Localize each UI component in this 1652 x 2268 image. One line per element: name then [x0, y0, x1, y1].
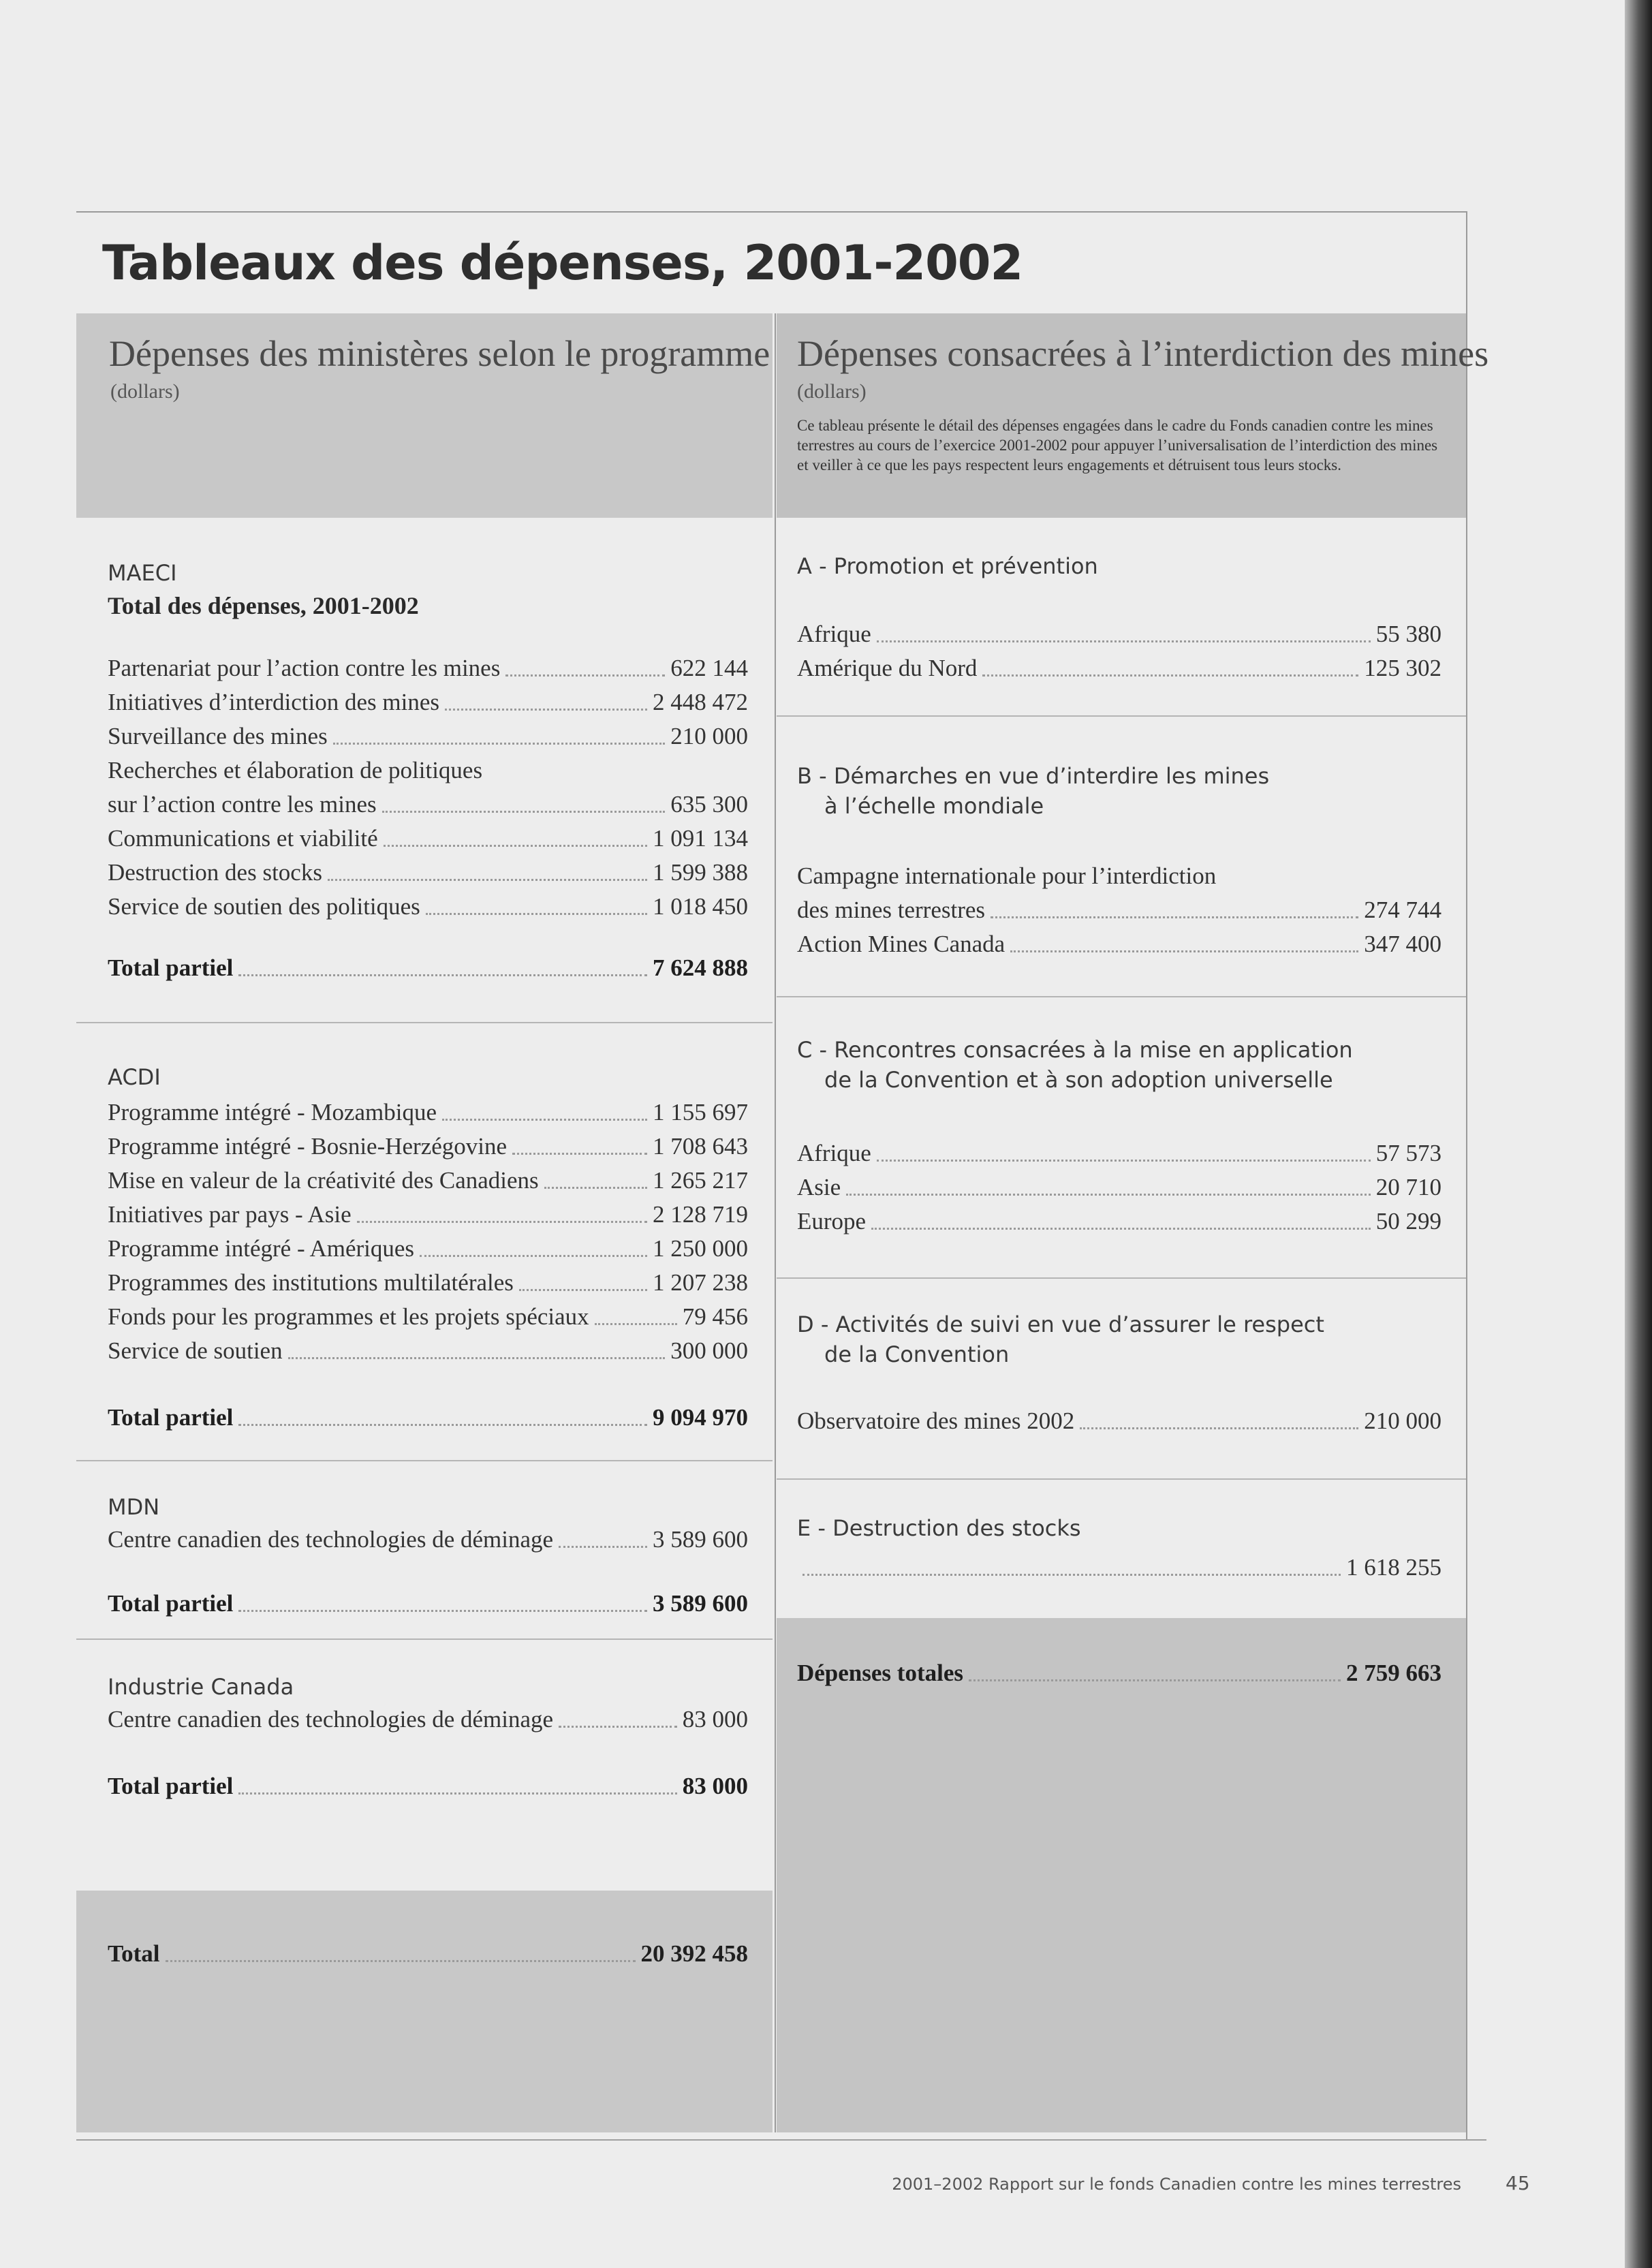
row-label: Centre canadien des technologies de déminage: [108, 1706, 554, 1733]
section-title-line2: de la Convention: [824, 1341, 1010, 1367]
row-value: 210 000: [670, 723, 748, 749]
table-row: [108, 1337, 748, 1369]
frame-top-rule: [76, 211, 1466, 213]
row-label: Communications et viabilité: [108, 825, 378, 852]
table-row: [108, 824, 748, 857]
left-header-title: Dépenses des ministères selon le programme: [109, 333, 770, 374]
row-label: Observatoire des mines 2002: [797, 1408, 1075, 1434]
row-label: Amérique du Nord: [797, 655, 978, 681]
row-value: 55 380: [1375, 621, 1441, 647]
row-value: 20 710: [1375, 1174, 1441, 1200]
row-value: 57 573: [1375, 1140, 1441, 1166]
section-title: Industrie Canada: [108, 1674, 294, 1700]
row-value: 1 618 255: [1346, 1554, 1441, 1581]
row-label: Programme intégré - Bosnie-Herzégovine: [108, 1133, 508, 1160]
row-label: des mines terrestres: [797, 897, 986, 923]
total-label: Dépenses totales: [797, 1660, 963, 1686]
section-title-line1: C - Rencontres consacrées à la mise en application: [797, 1037, 1353, 1063]
row-value: 125 302: [1364, 655, 1441, 681]
row-label: Afrique: [797, 621, 871, 647]
row-value: 1 265 217: [653, 1167, 748, 1194]
row-value: 1 599 388: [653, 859, 748, 886]
section-subtitle: Total des dépenses, 2001-2002: [108, 592, 419, 619]
table-row: [108, 1234, 748, 1267]
table-row: [108, 654, 748, 687]
subtotal-row: [108, 954, 748, 987]
table-row: [108, 756, 748, 789]
section-title-line2: à l’échelle mondiale: [824, 793, 1044, 819]
row-label: Programme intégré - Mozambique: [108, 1099, 437, 1125]
subtotal-label: Total partiel: [108, 1590, 234, 1617]
table-row: [108, 1098, 748, 1131]
table-row: [108, 1132, 748, 1165]
table-row: [797, 1173, 1441, 1206]
footer-rule: [76, 2139, 1486, 2141]
section-divider: [76, 1460, 773, 1461]
row-label: Initiatives d’interdiction des mines: [108, 689, 439, 715]
total-row: [108, 1940, 748, 1972]
row-value: 274 744: [1364, 897, 1441, 923]
table-row: [108, 1303, 748, 1335]
table-row: [108, 1200, 748, 1233]
section-title: MDN: [108, 1494, 160, 1520]
section-title: E - Destruction des stocks: [797, 1515, 1081, 1541]
subtotal-label: Total partiel: [108, 1404, 234, 1431]
row-label: Partenariat pour l’action contre les mines: [108, 655, 501, 681]
row-value: 2 128 719: [653, 1201, 748, 1228]
frame-right-rule: [1466, 211, 1467, 2139]
row-label: Recherches et élaboration de politiques: [108, 757, 483, 783]
row-value: 1 708 643: [653, 1133, 748, 1160]
total-label: Total: [108, 1940, 160, 1967]
section-title-line1: B - Démarches en vue d’interdire les mines: [797, 763, 1270, 789]
row-label: Afrique: [797, 1140, 871, 1166]
table-row: [797, 930, 1441, 963]
right-column-header: [777, 313, 1489, 518]
row-value: 1 250 000: [653, 1235, 748, 1262]
row-value: 1 091 134: [653, 825, 748, 852]
section-divider: [777, 715, 1466, 717]
row-value: 1 018 450: [653, 893, 748, 920]
row-label: Programmes des institutions multilatérales: [108, 1269, 514, 1296]
row-label: Campagne internationale pour l’interdiction: [797, 863, 1217, 889]
subtotal-value: 3 589 600: [653, 1590, 748, 1617]
subtotal-label: Total partiel: [108, 1773, 234, 1799]
table-row: [108, 892, 748, 925]
row-value: 300 000: [670, 1337, 748, 1364]
footer-text: 2001–2002 Rapport sur le fonds Canadien contre les mines terrestres: [892, 2175, 1461, 2194]
section-title-line1: D - Activités de suivi en vue d’assurer le respect: [797, 1311, 1324, 1337]
row-label: Centre canadien des technologies de déminage: [108, 1526, 554, 1553]
section-divider: [777, 1277, 1466, 1279]
row-value: 2 448 472: [653, 689, 748, 715]
subtotal-label: Total partiel: [108, 954, 234, 981]
subtotal-row: [108, 1772, 748, 1805]
row-value: 50 299: [1375, 1208, 1441, 1234]
total-value: 2 759 663: [1346, 1660, 1441, 1686]
row-value: 1 207 238: [653, 1269, 748, 1296]
section-divider: [777, 996, 1466, 997]
section-divider: [76, 1022, 773, 1023]
row-label: Service de soutien des politiques: [108, 893, 420, 920]
row-value: 1 155 697: [653, 1099, 748, 1125]
table-row: [108, 688, 748, 721]
row-label: Asie: [797, 1174, 841, 1200]
row-label: Surveillance des mines: [108, 723, 328, 749]
row-value: 210 000: [1364, 1408, 1441, 1434]
row-label: Destruction des stocks: [108, 859, 322, 886]
right-header-note: Ce tableau présente le détail des dépenses engagées dans le cadre du Fonds canadien contre les mines terrestres au cours de l’exercice 2001-2002 pour appuyer l’universalisation de l’interdiction des mines et veiller à ce que les pays respectent leurs engagements et détruisent tous leurs stocks.: [797, 417, 1438, 473]
section-title: ACDI: [108, 1064, 161, 1090]
table-row: [797, 1407, 1441, 1440]
right-total-box: [777, 1618, 1466, 2132]
subtotal-row: [108, 1403, 748, 1436]
table-row: [108, 722, 748, 755]
section-title: A - Promotion et prévention: [797, 553, 1098, 579]
total-row: [797, 1659, 1441, 1692]
page-number: 45: [1506, 2172, 1530, 2194]
row-value: 83 000: [682, 1706, 748, 1733]
column-divider: [775, 313, 776, 2132]
book-binding-shadow: [1625, 0, 1652, 2268]
row-label: Initiatives par pays - Asie: [108, 1201, 352, 1228]
table-row: [797, 654, 1441, 687]
section-divider: [76, 1638, 773, 1640]
subtotal-value: 7 624 888: [653, 954, 748, 981]
page-title: Tableaux des dépenses, 2001-2002: [102, 235, 1023, 291]
section-divider: [777, 1478, 1466, 1480]
table-row: [108, 1166, 748, 1199]
total-value: 20 392 458: [640, 1940, 748, 1967]
table-row: [797, 620, 1441, 653]
table-row: [797, 896, 1441, 929]
table-row: [108, 1705, 748, 1738]
table-row: [797, 1207, 1441, 1240]
row-value: 3 589 600: [653, 1526, 748, 1553]
subtotal-row: [108, 1589, 748, 1622]
table-row: [108, 1269, 748, 1301]
row-label: Action Mines Canada: [797, 931, 1006, 957]
table-row: [108, 790, 748, 823]
right-header-title: Dépenses consacrées à l’interdiction des mines: [797, 333, 1489, 374]
table-row: [797, 862, 1441, 895]
section-title: MAECI: [108, 560, 177, 586]
table-row: [797, 1553, 1441, 1586]
right-header-unit: (dollars): [797, 380, 867, 403]
section-title-line2: de la Convention et à son adoption universelle: [824, 1067, 1333, 1093]
left-header-unit: (dollars): [110, 380, 180, 403]
row-label: sur l’action contre les mines: [108, 791, 377, 818]
table-row: [797, 1139, 1441, 1172]
row-label: Mise en valeur de la créativité des Canadiens: [108, 1167, 539, 1194]
subtotal-value: 9 094 970: [653, 1404, 748, 1431]
row-value: 635 300: [670, 791, 748, 818]
left-column-header: [76, 313, 773, 518]
table-row: [108, 858, 748, 891]
left-total-box: [76, 1891, 773, 2132]
row-value: 347 400: [1364, 931, 1441, 957]
row-label: Programme intégré - Amériques: [108, 1235, 415, 1262]
row-value: 79 456: [682, 1303, 748, 1330]
table-row: [108, 1525, 748, 1558]
row-label: Fonds pour les programmes et les projets spéciaux: [108, 1303, 589, 1330]
row-label: Europe: [797, 1208, 867, 1234]
subtotal-value: 83 000: [682, 1773, 748, 1799]
row-label: Service de soutien: [108, 1337, 283, 1364]
row-value: 622 144: [670, 655, 748, 681]
